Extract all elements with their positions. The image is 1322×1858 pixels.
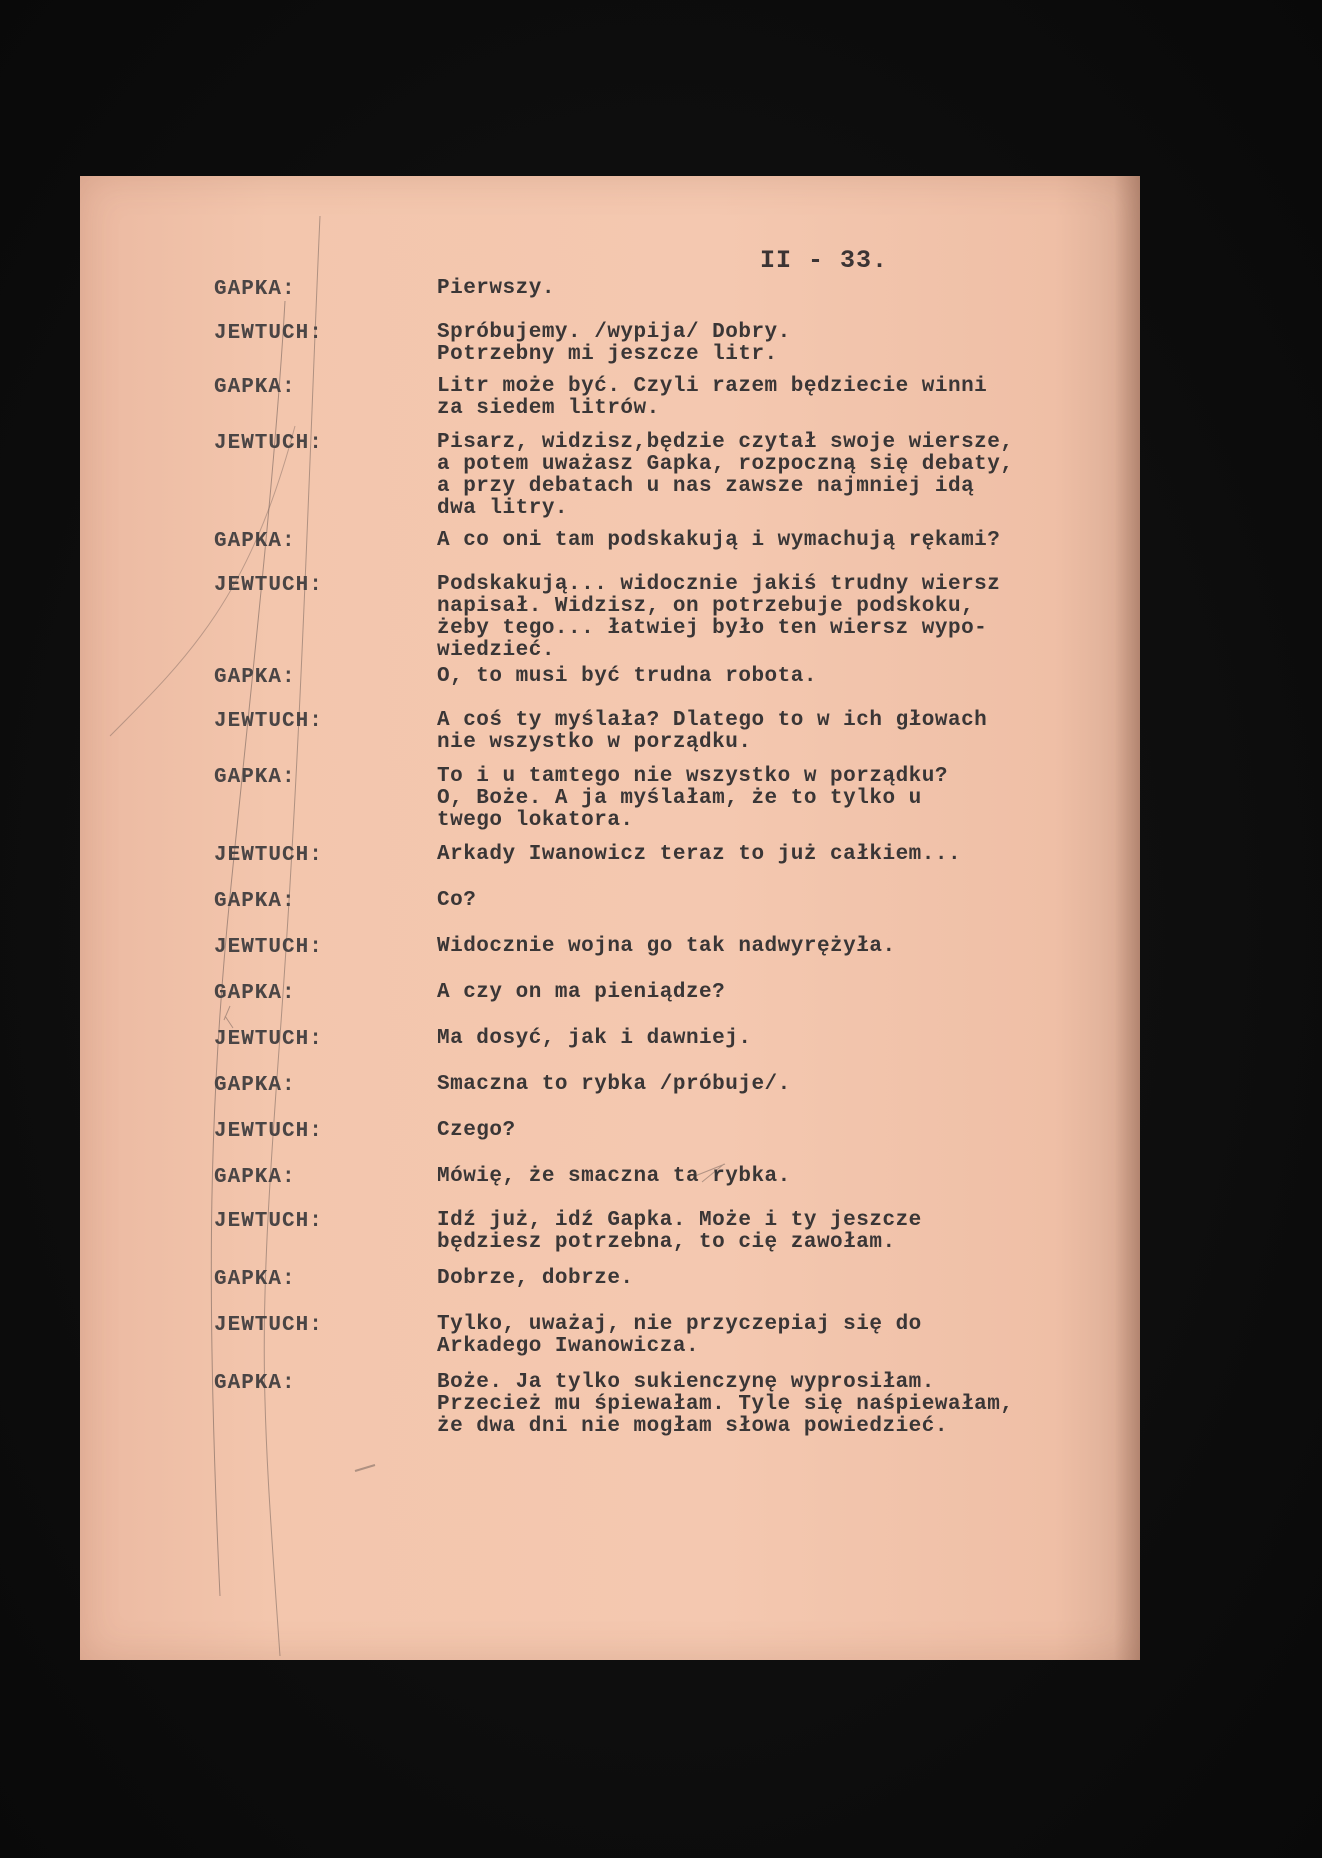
speech-line: Spróbujemy. /wypija/ Dobry. [437, 321, 791, 344]
speech-line: wiedzieć. [437, 639, 555, 662]
speech-line: Tylko, uważaj, nie przyczepiaj się do [437, 1313, 922, 1336]
speech-line: To i u tamtego nie wszystko w porządku? [437, 765, 948, 788]
speech-text [437, 890, 1077, 912]
speech-line: Smaczna to rybka /próbuje/. [437, 1073, 791, 1096]
speech-line: Idź już, idź Gapka. Może i ty jeszcze [437, 1209, 922, 1232]
speech-line: Arkady Iwanowicz teraz to już całkiem... [437, 843, 962, 866]
speech-line: Widocznie wojna go tak nadwyrężyła. [437, 935, 896, 958]
speech-line: Boże. Ja tylko sukienczynę wyprosiłam. [437, 1371, 935, 1394]
speech-line: Dobrze, dobrze. [437, 1267, 634, 1290]
speech-line: Pisarz, widzisz,będzie czytał swoje wiersze, [437, 431, 1014, 454]
speaker-name: JEWTUCH: [214, 936, 323, 959]
speech-line: twego lokatora. [437, 809, 634, 832]
speech-text [437, 1314, 1077, 1358]
speech-text [437, 1028, 1077, 1050]
speech-line: Co? [437, 889, 477, 912]
speech-text [437, 766, 1077, 832]
speech-line: A coś ty myślała? Dlatego to w ich głowach [437, 709, 988, 732]
page-number: II - 33. [760, 246, 889, 275]
speech-line: Potrzebny mi jeszcze litr. [437, 343, 778, 366]
speech-line: Mówię, że smaczna ta rybka. [437, 1165, 791, 1188]
speech-line: A czy on ma pieniądze? [437, 981, 726, 1004]
dialogue [80, 176, 1140, 1660]
speech-text [437, 1210, 1077, 1254]
speech-line: O, to musi być trudna robota. [437, 665, 817, 688]
speech-text [437, 1074, 1077, 1096]
speech-line: a potem uważasz Gapka, rozpoczną się debaty, [437, 453, 1014, 476]
speech-text [437, 1120, 1077, 1142]
speaker-name: GAPKA: [214, 1166, 296, 1189]
speech-text [437, 574, 1077, 662]
speaker-name: JEWTUCH: [214, 1314, 323, 1337]
speech-line: Podskakują... widocznie jakiś trudny wiersz [437, 573, 1001, 596]
speech-line: A co oni tam podskakują i wymachują rękami? [437, 529, 1001, 552]
speech-line: Przecież mu śpiewałam. Tyle się naśpiewałam, [437, 1393, 1014, 1416]
speaker-name: GAPKA: [214, 278, 296, 301]
speech-text [437, 322, 1077, 366]
speech-text [437, 530, 1077, 552]
speaker-name: JEWTUCH: [214, 710, 323, 733]
speaker-name: GAPKA: [214, 376, 296, 399]
speech-line: za siedem litrów. [437, 397, 660, 420]
speaker-name: GAPKA: [214, 666, 296, 689]
speaker-name: JEWTUCH: [214, 844, 323, 867]
speaker-name: GAPKA: [214, 1074, 296, 1097]
speaker-name: GAPKA: [214, 530, 296, 553]
speaker-name: JEWTUCH: [214, 1210, 323, 1233]
speech-line: że dwa dni nie mogłam słowa powiedzieć. [437, 1415, 948, 1438]
speaker-name: GAPKA: [214, 1268, 296, 1291]
speech-line: Pierwszy. [437, 277, 555, 300]
speech-line: O, Boże. A ja myślałam, że to tylko u [437, 787, 922, 810]
speaker-name: GAPKA: [214, 890, 296, 913]
speech-text [437, 1166, 1077, 1188]
speech-text [437, 982, 1077, 1004]
speaker-name: JEWTUCH: [214, 322, 323, 345]
speaker-name: JEWTUCH: [214, 1120, 323, 1143]
speaker-name: GAPKA: [214, 982, 296, 1005]
speech-text [437, 1372, 1077, 1438]
speech-text [437, 432, 1077, 520]
speech-line: Litr może być. Czyli razem będziecie winni [437, 375, 988, 398]
speech-text [437, 278, 1077, 300]
speech-line: dwa litry. [437, 497, 569, 520]
speech-text [437, 666, 1077, 688]
speech-line: będziesz potrzebna, to cię zawołam. [437, 1231, 896, 1254]
speech-line: a przy debatach u nas zawsze najmniej idą [437, 475, 975, 498]
speech-line: Czego? [437, 1119, 516, 1142]
speech-text [437, 844, 1077, 866]
typewritten-page [80, 176, 1140, 1660]
speech-text [437, 710, 1077, 754]
speech-text [437, 376, 1077, 420]
speech-line: żeby tego... łatwiej było ten wiersz wypo- [437, 617, 988, 640]
speech-line: nie wszystko w porządku. [437, 731, 752, 754]
speaker-name: GAPKA: [214, 766, 296, 789]
speech-line: Ma dosyć, jak i dawniej. [437, 1027, 752, 1050]
speaker-name: GAPKA: [214, 1372, 296, 1395]
speech-text [437, 1268, 1077, 1290]
speech-line: napisał. Widzisz, on potrzebuje podskoku, [437, 595, 975, 618]
speech-line: Arkadego Iwanowicza. [437, 1335, 700, 1358]
speaker-name: JEWTUCH: [214, 1028, 323, 1051]
speaker-name: JEWTUCH: [214, 574, 323, 597]
speech-text [437, 936, 1077, 958]
speaker-name: JEWTUCH: [214, 432, 323, 455]
